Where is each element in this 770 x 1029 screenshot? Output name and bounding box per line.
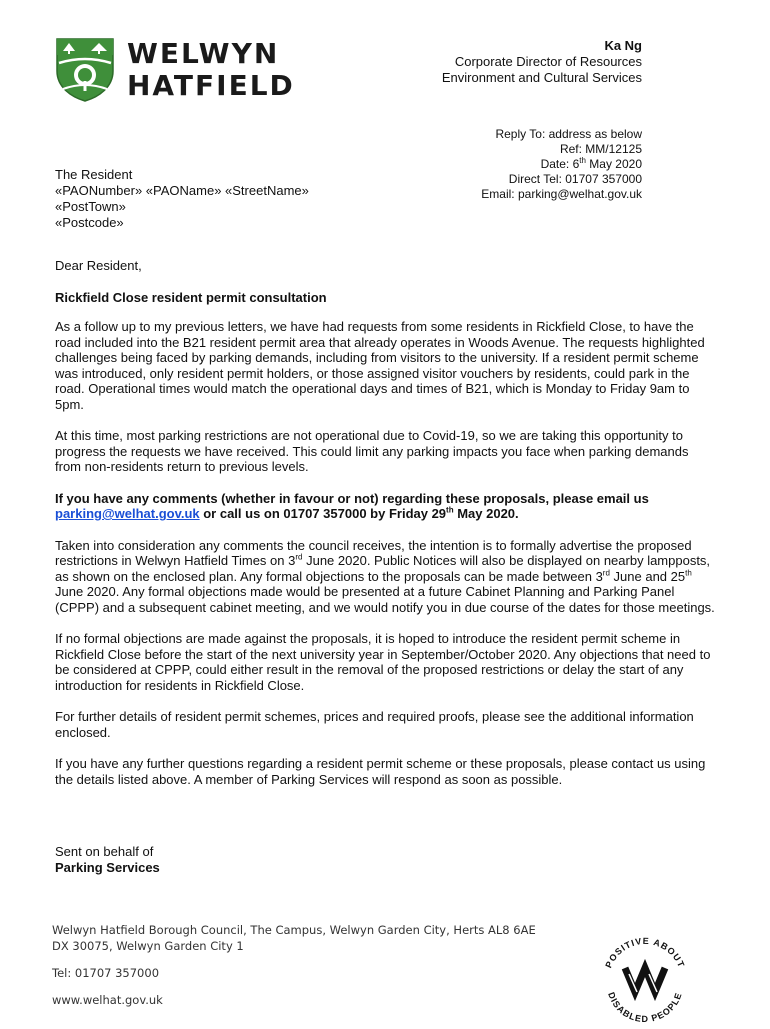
address-line-2: «PAONumber» «PAOName» «StreetName» bbox=[55, 183, 309, 198]
footer-website: www.welhat.gov.uk bbox=[52, 993, 163, 1007]
direct-tel: Direct Tel: 01707 357000 bbox=[508, 172, 642, 186]
p3-text-b: or call us on 01707 357000 by Friday 29 bbox=[199, 506, 447, 521]
paragraph-7: If you have any further questions regarding a resident permit scheme or these proposals, please contact us using the details listed above. A member of Parking Services will respond as soon as possible. bbox=[55, 756, 706, 787]
address-line-1: The Resident bbox=[55, 167, 133, 182]
letter-date bbox=[481, 157, 642, 172]
paragraph-3 bbox=[55, 491, 717, 522]
signoff bbox=[55, 844, 160, 876]
p4-text-c: June and 25 bbox=[609, 568, 686, 584]
p4-sup-2: rd bbox=[602, 568, 610, 578]
address-line-4: «Postcode» bbox=[55, 215, 124, 230]
signoff-line-1: Sent on behalf of bbox=[55, 844, 154, 859]
p3-sup: th bbox=[446, 505, 454, 515]
p3-text-c: May 2020. bbox=[453, 506, 519, 521]
footer-dx: DX 30075, Welwyn Garden City 1 bbox=[52, 939, 244, 953]
paragraph-6: For further details of resident permit schemes, prices and required proofs, please see the additional information enclosed. bbox=[55, 709, 694, 740]
reply-to: Reply To: address as below bbox=[495, 127, 642, 141]
footer-tel: Tel: 01707 357000 bbox=[52, 966, 160, 980]
svg-text:DISABLED PEOPLE bbox=[606, 991, 684, 1024]
signoff-department: Parking Services bbox=[55, 860, 160, 875]
council-logo bbox=[55, 37, 305, 103]
p4-text-b: June 2020. Public Notices will also be displayed on nearby lampposts, as shown on the enclosed plan. Any formal objections to the proposals can be made between 3 bbox=[55, 553, 711, 584]
paragraph-5: If no formal objections are made against the proposals, it is hoped to introduce the resident permit scheme in Rickfield Close before the start of the next university year in September/October 2020. Any objections that need to be considered at CPPP, could either result in the removal of the proposed restrictions or delay the start of any introduction for residents in Rickfield Close. bbox=[55, 631, 711, 693]
logo-text-welwyn: WELWYN bbox=[127, 37, 280, 70]
reply-details bbox=[481, 127, 642, 202]
p4-sup-3: th bbox=[685, 568, 692, 578]
date-suffix: May 2020 bbox=[585, 157, 642, 171]
disability-badge-icon bbox=[595, 928, 695, 1024]
reference: Ref: MM/12125 bbox=[559, 142, 642, 156]
p4-sup-1: rd bbox=[295, 552, 303, 562]
letter-body bbox=[55, 258, 717, 803]
p4-text-a: Taken into consideration any comments the council receives, the intention is to formally advertise the proposed restrictions in Welwyn Hatfield Times on 3 bbox=[55, 537, 692, 568]
reply-email: Email: parking@welhat.gov.uk bbox=[481, 187, 642, 201]
sender-name: Ka Ng bbox=[604, 38, 642, 53]
footer-address: Welwyn Hatfield Borough Council, The Campus, Welwyn Garden City, Herts AL8 6AE bbox=[52, 923, 536, 937]
paragraph-4 bbox=[55, 538, 717, 616]
logo-text-hatfield: HATFIELD bbox=[127, 69, 295, 102]
email-link[interactable]: parking@welhat.gov.uk bbox=[55, 506, 200, 521]
subject-heading: Rickfield Close resident permit consultation bbox=[55, 289, 327, 305]
footer bbox=[52, 922, 536, 1008]
paragraph-2: At this time, most parking restrictions are not operational due to Covid-19, so we are taking this opportunity to progress the requests we have received. This could limit any parking impacts you face when parking demands from non-residents return to previous levels. bbox=[55, 428, 689, 474]
sender-block bbox=[442, 38, 642, 86]
greeting: Dear Resident, bbox=[55, 258, 142, 273]
p4-text-d: June 2020. Any formal objections made would be presented at a future Cabinet Planning and Parking Panel (CPPP) and a subsequent cabinet meeting, and we would notify you in due course of the dates for those meetings. bbox=[55, 584, 715, 615]
p3-text-a: If you have any comments (whether in favour or not) regarding these proposals, please email us bbox=[55, 490, 649, 506]
badge-top-text: POSITIVE ABOUT bbox=[603, 935, 687, 970]
recipient-address bbox=[55, 167, 309, 231]
sender-department: Environment and Cultural Services bbox=[441, 70, 642, 85]
badge-bottom-text: DISABLED PEOPLE bbox=[606, 990, 684, 1024]
sender-title: Corporate Director of Resources bbox=[454, 54, 642, 69]
date-prefix: Date: 6 bbox=[540, 157, 580, 171]
disability-badge bbox=[595, 928, 695, 1024]
date-sup: th bbox=[579, 156, 586, 165]
address-line-3: «PostTown» bbox=[55, 199, 126, 214]
shield-icon bbox=[55, 37, 115, 103]
paragraph-1: As a follow up to my previous letters, we have had requests from some residents in Rickfield Close, to have the road included into the B21 resident permit area that already operates in Woods Avenue. The requests highlighted challenges being faced by parking demands, including from visitors to the university. If a resident permit scheme was introduced, only resident permit holders, or those assigned visitor vouchers by residents, could park in the road. Operational times would match the operational days and times of B21, which is Monday to Friday 9am to 5pm. bbox=[55, 319, 705, 412]
